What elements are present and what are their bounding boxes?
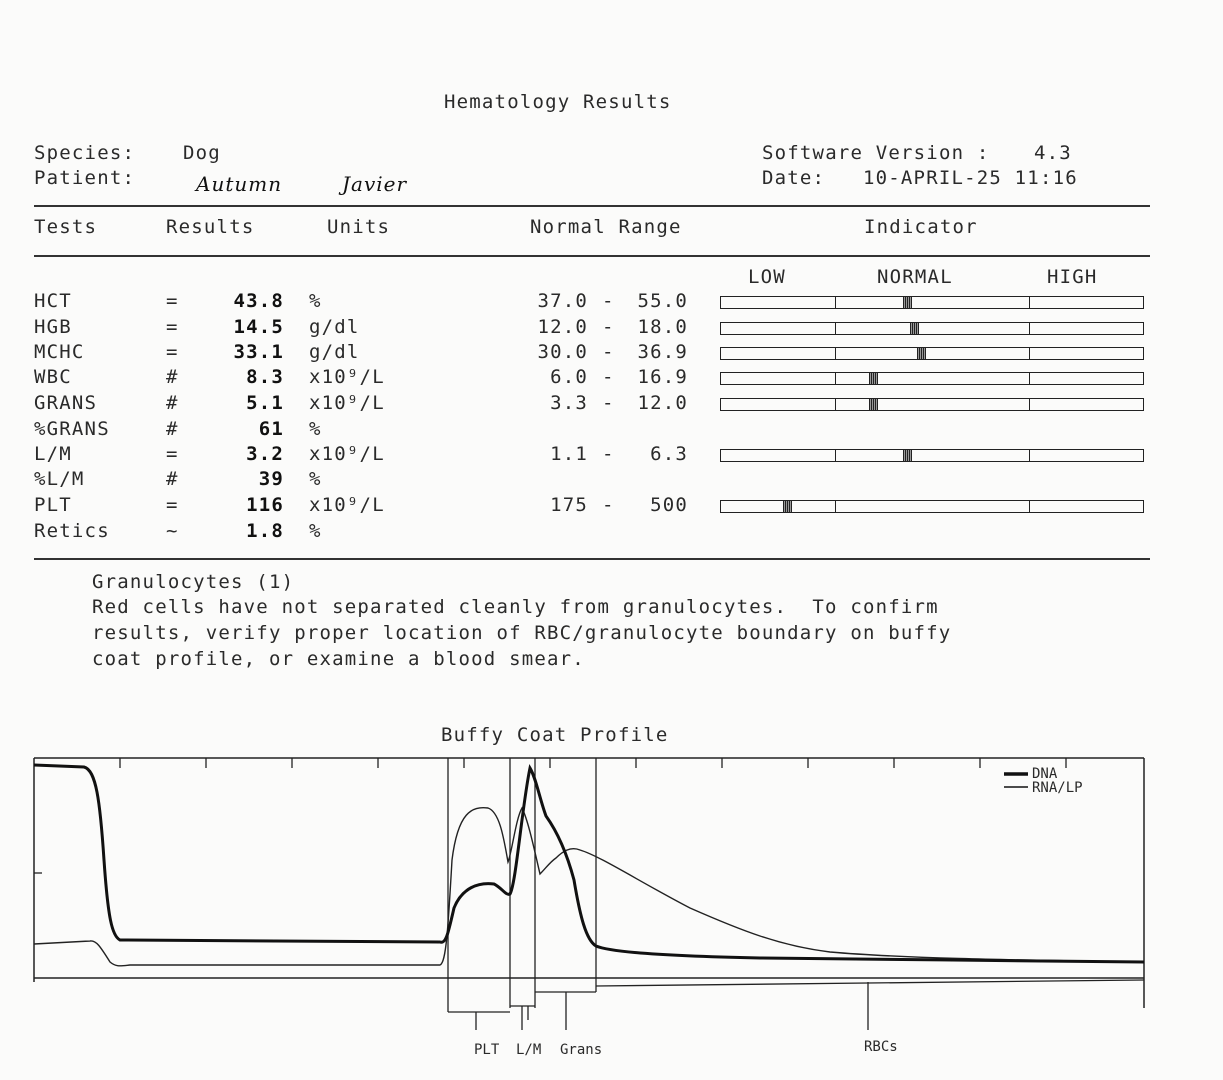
test-name: Retics bbox=[34, 520, 110, 542]
test-name: %L/M bbox=[34, 468, 85, 490]
range-low: 12.0 bbox=[537, 316, 588, 338]
date-value: 10-APRIL-25 11:16 bbox=[863, 167, 1078, 189]
range-low: 6.0 bbox=[550, 366, 588, 388]
test-name: MCHC bbox=[34, 341, 85, 363]
indicator-marker bbox=[783, 501, 792, 512]
zone-boundaries bbox=[448, 758, 1144, 1030]
result-unit: g/dl bbox=[309, 341, 360, 363]
high-divider bbox=[1029, 399, 1030, 410]
low-divider bbox=[835, 399, 836, 410]
range-low: 1.1 bbox=[550, 443, 588, 465]
result-unit: % bbox=[309, 520, 322, 542]
range-indicator-bar bbox=[720, 296, 1144, 309]
results-rule bbox=[34, 558, 1150, 560]
col-results: Results bbox=[166, 216, 255, 238]
result-value: 1.8 bbox=[246, 520, 284, 542]
range-dash: - bbox=[602, 494, 615, 516]
result-value: 14.5 bbox=[233, 316, 284, 338]
indicator-marker bbox=[917, 348, 926, 359]
legend-rna-label: RNA/LP bbox=[1032, 780, 1083, 796]
result-value: 8.3 bbox=[246, 366, 284, 388]
test-name: PLT bbox=[34, 494, 72, 516]
result-unit: x10⁹/L bbox=[309, 366, 385, 388]
test-name: WBC bbox=[34, 366, 72, 388]
result-value: 3.2 bbox=[246, 443, 284, 465]
indicator-marker bbox=[869, 373, 878, 384]
range-low: 30.0 bbox=[537, 341, 588, 363]
indicator-normal-label: NORMAL bbox=[877, 266, 953, 288]
result-flag: = bbox=[166, 316, 179, 338]
buffy-coat-title: Buffy Coat Profile bbox=[441, 724, 669, 746]
zone-rbcs-label: RBCs bbox=[864, 1039, 898, 1055]
result-value: 116 bbox=[246, 494, 284, 516]
range-indicator-bar bbox=[720, 322, 1144, 335]
test-name: HCT bbox=[34, 290, 72, 312]
note-line: coat profile, or examine a blood smear. bbox=[92, 648, 585, 670]
result-flag: # bbox=[166, 392, 179, 414]
result-value: 43.8 bbox=[233, 290, 284, 312]
indicator-low-label: LOW bbox=[748, 266, 786, 288]
range-high: 6.3 bbox=[650, 443, 688, 465]
result-value: 39 bbox=[258, 468, 284, 490]
indicator-marker bbox=[903, 450, 912, 461]
range-dash: - bbox=[602, 366, 615, 388]
dna-curve bbox=[34, 765, 1144, 962]
range-indicator-bar bbox=[720, 398, 1144, 411]
patient-first-name: Autumn bbox=[196, 172, 283, 196]
range-indicator-bar bbox=[720, 449, 1144, 462]
test-name: GRANS bbox=[34, 392, 98, 414]
col-indicator: Indicator bbox=[864, 216, 978, 238]
range-high: 12.0 bbox=[637, 392, 688, 414]
result-unit: g/dl bbox=[309, 316, 360, 338]
range-low: 37.0 bbox=[537, 290, 588, 312]
result-flag: = bbox=[166, 290, 179, 312]
result-flag: = bbox=[166, 443, 179, 465]
result-flag: # bbox=[166, 468, 179, 490]
col-normal-range: Normal Range bbox=[530, 216, 682, 238]
range-high: 18.0 bbox=[637, 316, 688, 338]
indicator-marker bbox=[869, 399, 878, 410]
result-value: 33.1 bbox=[233, 341, 284, 363]
range-high: 16.9 bbox=[637, 366, 688, 388]
species-label: Species: bbox=[34, 142, 136, 164]
software-value: 4.3 bbox=[1034, 142, 1072, 164]
range-low: 175 bbox=[550, 494, 588, 516]
result-unit: % bbox=[309, 418, 322, 440]
range-high: 36.9 bbox=[637, 341, 688, 363]
range-dash: - bbox=[602, 392, 615, 414]
indicator-high-label: HIGH bbox=[1047, 266, 1098, 288]
columns-rule bbox=[34, 255, 1150, 257]
result-unit: x10⁹/L bbox=[309, 443, 385, 465]
zone-grans-label: Grans bbox=[560, 1042, 603, 1058]
result-flag: # bbox=[166, 366, 179, 388]
result-unit: x10⁹/L bbox=[309, 392, 385, 414]
legend-dna-label: DNA bbox=[1032, 766, 1058, 782]
header-rule bbox=[34, 205, 1150, 207]
note-title: Granulocytes (1) bbox=[92, 571, 295, 593]
page-title: Hematology Results bbox=[444, 91, 672, 113]
high-divider bbox=[1029, 348, 1030, 359]
low-divider bbox=[835, 373, 836, 384]
test-name: L/M bbox=[34, 443, 72, 465]
result-value: 5.1 bbox=[246, 392, 284, 414]
range-indicator-bar bbox=[720, 500, 1144, 513]
range-high: 55.0 bbox=[637, 290, 688, 312]
indicator-marker bbox=[903, 297, 912, 308]
zone-plt-label: PLT bbox=[474, 1042, 500, 1058]
test-name: %GRANS bbox=[34, 418, 110, 440]
species-value: Dog bbox=[183, 142, 221, 164]
low-divider bbox=[835, 450, 836, 461]
range-indicator-bar bbox=[720, 372, 1144, 385]
patient-last-name: Javier bbox=[342, 172, 408, 196]
col-units: Units bbox=[327, 216, 391, 238]
range-dash: - bbox=[602, 316, 615, 338]
range-high: 500 bbox=[650, 494, 688, 516]
high-divider bbox=[1029, 373, 1030, 384]
graph-ticks bbox=[34, 758, 1066, 873]
result-flag: ~ bbox=[166, 520, 179, 542]
zone-lm-label: L/M bbox=[516, 1042, 542, 1058]
low-divider bbox=[835, 297, 836, 308]
low-divider bbox=[835, 323, 836, 334]
range-dash: - bbox=[602, 443, 615, 465]
low-divider bbox=[835, 501, 836, 512]
range-dash: - bbox=[602, 290, 615, 312]
col-tests: Tests bbox=[34, 216, 98, 238]
high-divider bbox=[1029, 297, 1030, 308]
low-divider bbox=[835, 348, 836, 359]
high-divider bbox=[1029, 323, 1030, 334]
date-label: Date: bbox=[762, 167, 826, 189]
high-divider bbox=[1029, 450, 1030, 461]
software-label: Software Version : bbox=[762, 142, 990, 164]
test-name: HGB bbox=[34, 316, 72, 338]
result-unit: % bbox=[309, 468, 322, 490]
result-flag: = bbox=[166, 341, 179, 363]
result-value: 61 bbox=[258, 418, 284, 440]
result-flag: = bbox=[166, 494, 179, 516]
high-divider bbox=[1029, 501, 1030, 512]
note-line: Red cells have not separated cleanly from granulocytes. To confirm bbox=[92, 596, 939, 618]
result-unit: % bbox=[309, 290, 322, 312]
range-low: 3.3 bbox=[550, 392, 588, 414]
result-unit: x10⁹/L bbox=[309, 494, 385, 516]
note-line: results, verify proper location of RBC/granulocyte boundary on buffy bbox=[92, 622, 952, 644]
range-dash: - bbox=[602, 341, 615, 363]
range-indicator-bar bbox=[720, 347, 1144, 360]
patient-label: Patient: bbox=[34, 167, 136, 189]
result-flag: # bbox=[166, 418, 179, 440]
rna-lp-curve bbox=[34, 808, 1144, 966]
indicator-marker bbox=[910, 323, 919, 334]
